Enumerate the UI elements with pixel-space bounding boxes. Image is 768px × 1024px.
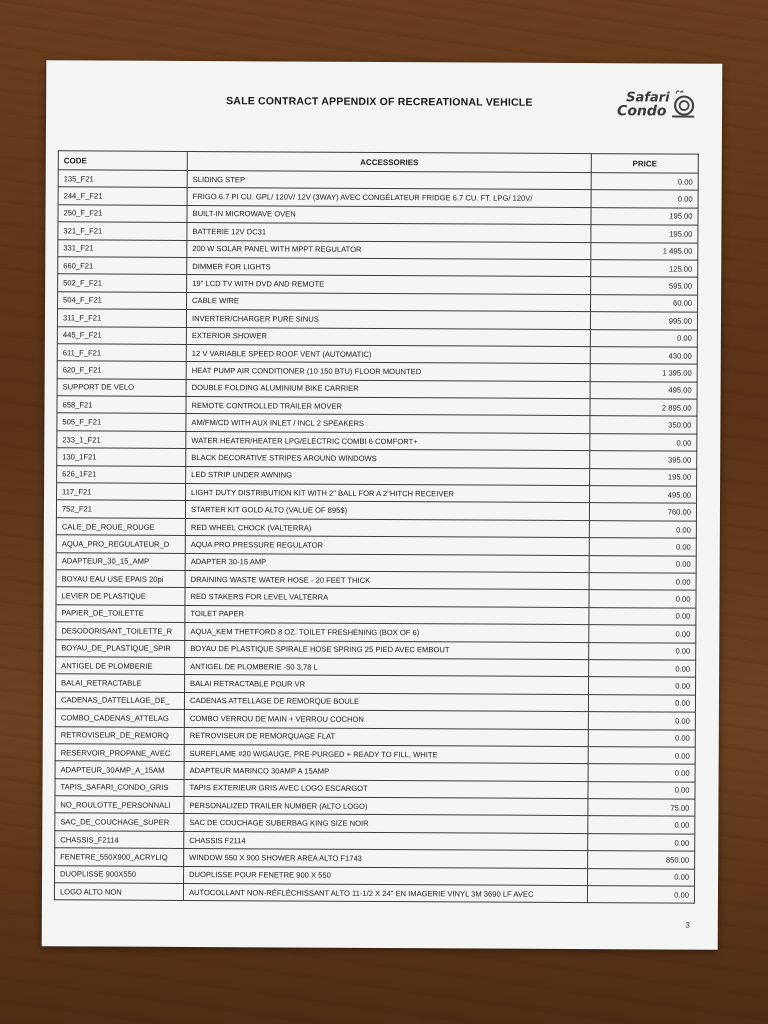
cell-price: 0.00 xyxy=(589,677,696,695)
header-price: PRICE xyxy=(591,154,698,174)
cell-code: 626_1F21 xyxy=(57,465,186,483)
cell-accessory: ANTIGEL DE PLOMBERIE -50 3,78 L xyxy=(185,657,589,677)
document-title: SALE CONTRACT APPENDIX OF RECREATIONAL VEHICLE xyxy=(226,95,533,109)
cell-code: 321_F_F21 xyxy=(58,222,187,240)
cell-accessory: DOUBLE FOLDING ALUMINIUM BIKE CARRIER xyxy=(186,379,590,399)
cell-code: 130_1F21 xyxy=(57,448,186,466)
cell-accessory: AQUA_KEM THETFORD 8 OZ. TOILET FRESHENING (BOX OF 6) xyxy=(185,623,589,643)
cell-code: 117_F21 xyxy=(57,483,186,501)
cell-price: 0.00 xyxy=(587,886,694,904)
cell-accessory: SLIDING STEP xyxy=(187,170,591,190)
cell-accessory: BATTERIE 12V DC31 xyxy=(187,223,591,243)
cell-accessory: WINDOW 550 X 900 SHOWER AREA ALTO F1743 xyxy=(184,849,588,869)
cell-accessory: CADENAS ATTELLAGE DE REMORQUE BOULE xyxy=(184,692,588,712)
cell-price: 1 495.00 xyxy=(591,242,698,260)
cell-price: 0.00 xyxy=(589,590,696,608)
cell-accessory: EXTERIOR SHOWER xyxy=(186,327,590,347)
cell-price: 0.00 xyxy=(589,607,696,625)
cell-price: 0.00 xyxy=(589,555,696,573)
cell-accessory: DRAINING WASTE WATER HOSE - 20 FEET THICK xyxy=(185,570,589,590)
cell-accessory: TAPIS EXTERIEUR GRIS AVEC LOGO ESCARGOT xyxy=(184,779,588,799)
cell-code: FENETRE_550X900_ACRYLIQ xyxy=(55,848,184,866)
cell-price: 195.00 xyxy=(591,207,698,225)
cell-price: 2 895.00 xyxy=(590,399,697,417)
cell-price: 0.00 xyxy=(588,833,695,851)
cell-price: 1 395.00 xyxy=(590,364,697,382)
cell-code: COMBO_CADENAS_ATTELAG xyxy=(55,709,184,727)
cell-code: 244_F_F21 xyxy=(58,187,187,205)
cell-code: 658_F21 xyxy=(57,396,186,414)
cell-accessory: INVERTER/CHARGER PURE SINUS xyxy=(186,310,590,330)
cell-code: 445_F_F21 xyxy=(57,326,186,344)
cell-price: 0.00 xyxy=(590,329,697,347)
cell-price: 0.00 xyxy=(591,190,698,208)
logo-text-line1: Safari xyxy=(626,90,670,106)
cell-price: 0.00 xyxy=(588,729,695,747)
cell-accessory: WATER HEATER/HEATER LPG/ELECTRIC COMBI 6 COMFORT+ xyxy=(186,431,590,451)
cell-accessory: 200 W SOLAR PANEL WITH MPPT REGULATOR xyxy=(187,240,591,260)
cell-accessory: CABLE WIRE xyxy=(187,292,591,312)
cell-accessory: REMOTE CONTROLLED TRAILER MOVER xyxy=(186,397,590,417)
cell-price: 0.00 xyxy=(588,764,695,782)
cell-code: SAC_DE_COUCHAGE_SUPER xyxy=(55,813,184,831)
cell-code: 611_F_F21 xyxy=(57,344,186,362)
cell-accessory: DUOPLISSE POUR FENETRE 900 X 550 xyxy=(184,866,588,886)
cell-accessory: RED STAKERS FOR LEVEL VALTERRA xyxy=(185,588,589,608)
cell-price: 125.00 xyxy=(591,260,698,278)
cell-price: 595.00 xyxy=(591,277,698,295)
cell-accessory: SUREFLAME #20 W/GAUGE, PRE-PURGED + READY TO FILL, WHITE xyxy=(184,744,588,764)
cell-accessory: STARTER KIT GOLD ALTO (VALUE OF 895$) xyxy=(185,501,589,521)
cell-price: 0.00 xyxy=(588,746,695,764)
cell-price: 195.00 xyxy=(591,225,698,243)
cell-code: ANTIGEL DE PLOMBERIE xyxy=(56,657,185,675)
cell-price: 850.00 xyxy=(588,851,695,869)
cell-code: LOGO ALTO NON xyxy=(54,883,183,901)
cell-code: SUPPORT DE VELO xyxy=(57,378,186,396)
cell-accessory: AM/FM/CD WITH AUX INLET / INCL 2 SPEAKERS xyxy=(186,414,590,434)
cell-code: TAPIS_SAFARI_CONDO_GRIS xyxy=(55,778,184,796)
cell-accessory: BALAI RETRACTABLE POUR VR xyxy=(185,675,589,695)
cell-accessory: LIGHT DUTY DISTRIBUTION KIT WITH 2" BALL FOR A 2"HITCH RECEIVER xyxy=(186,484,590,504)
header-code: CODE xyxy=(58,151,187,171)
cell-code: AQUA_PRO_REGULATEUR_D xyxy=(56,535,185,553)
cell-price: 0.00 xyxy=(589,642,696,660)
safari-condo-logo xyxy=(614,79,698,125)
header-accessories: ACCESSORIES xyxy=(187,151,591,172)
cell-accessory: 19" LCD TV WITH DVD AND REMOTE xyxy=(187,275,591,295)
cell-accessory: 12 V VARIABLE SPEED ROOF VENT (AUTOMATIC) xyxy=(186,344,590,364)
cell-code: 233_1_F21 xyxy=(57,431,186,449)
cell-code: ADAPTEUR_30_15_AMP xyxy=(56,552,185,570)
cell-accessory: HEAT PUMP AIR CONDITIONER (10 150 BTU) FLOOR MOUNTED xyxy=(186,362,590,382)
cell-code: BALAI_RETRACTABLE xyxy=(56,674,185,692)
cell-price: 0.00 xyxy=(588,816,695,834)
cell-price: 0.00 xyxy=(589,660,696,678)
cell-code: 331_F21 xyxy=(58,239,187,257)
cell-code: 502_F_F21 xyxy=(58,274,187,292)
cell-code: CALE_DE_ROUE_ROUGE xyxy=(56,518,185,536)
cell-code: 620_F_F21 xyxy=(57,361,186,379)
cell-price: 0.00 xyxy=(588,781,695,799)
cell-code: 250_F_F21 xyxy=(58,205,187,223)
cell-price: 495.00 xyxy=(590,381,697,399)
cell-accessory: CHASSIS F2114 xyxy=(184,831,588,851)
cell-code: 752_F21 xyxy=(56,500,185,518)
cell-code: CADENAS_DATTELLAGE_DE_ xyxy=(55,692,184,710)
cell-accessory: COMBO VERROU DE MAIN + VERROU COCHON xyxy=(184,710,588,730)
cell-accessory: SAC DE COUCHAGE SUBERBAG KING SIZE NOIR xyxy=(184,814,588,834)
cell-code: DUOPLISSE 900X550 xyxy=(55,865,184,883)
cell-accessory: RETROVISEUR DE REMORQUAGE FLAT xyxy=(184,727,588,747)
cell-code: 660_F21 xyxy=(58,257,187,275)
cell-price: 350.00 xyxy=(590,416,697,434)
cell-price: 0.00 xyxy=(589,625,696,643)
cell-accessory: RED WHEEL CHOCK (VALTERRA) xyxy=(185,518,589,538)
cell-price: 0.00 xyxy=(589,520,696,538)
cell-price: 0.00 xyxy=(588,868,695,886)
cell-code: PAPIER_DE_TOILETTE xyxy=(56,605,185,623)
cell-accessory: ADAPTEUR MARINCO 30AMP A 15AMP xyxy=(184,762,588,782)
cell-accessory: FRIGO 6.7 PI CU. GPL/ 120V/ 12V (3WAY) AVEC CONGÉLATEUR FRIDGE 6.7 CU. FT. LPG/ 120V/ xyxy=(187,188,591,208)
cell-accessory: DIMMER FOR LIGHTS xyxy=(187,257,591,277)
cell-accessory: PERSONALIZED TRAILER NUMBER (ALTO LOGO) xyxy=(184,797,588,817)
cell-price: 995.00 xyxy=(590,312,697,330)
cell-price: 75.00 xyxy=(588,799,695,817)
cell-price: 0.00 xyxy=(588,712,695,730)
cell-accessory: BLACK DECORATIVE STRIPES AROUND WINDOWS xyxy=(186,449,590,469)
cell-code: CHASSIS_F2114 xyxy=(55,831,184,849)
cell-accessory: AUTOCOLLANT NON-RÉFLÉCHISSANT ALTO 11-1/2 X 24" EN IMAGERIE VINYL 3M 3690 LF AVEC xyxy=(183,883,587,903)
cell-accessory: ADAPTER 30-15 AMP xyxy=(185,553,589,573)
cell-price: 195.00 xyxy=(590,468,697,486)
cell-accessory: LED STRIP UNDER AWNING xyxy=(186,466,590,486)
cell-price: 760.00 xyxy=(589,503,696,521)
cell-code: 504_F_F21 xyxy=(58,292,187,310)
cell-price: 395.00 xyxy=(590,451,697,469)
cell-accessory: AQUA PRO PRESSURE REGULATOR xyxy=(185,536,589,556)
cell-code: DESODORISANT_TOILETTE_R xyxy=(56,622,185,640)
cell-accessory: BOYAU DE PLASTIQUE SPIRALE HOSE SPRING 25 PIED AVEC EMBOUT xyxy=(185,640,589,660)
cell-accessory: BUILT-IN MICROWAVE OVEN xyxy=(187,205,591,225)
cell-code: RETROVISEUR_DE_REMORQ xyxy=(55,726,184,744)
cell-price: 60.00 xyxy=(591,294,698,312)
cell-code: ADAPTEUR_30AMP_A_15AM xyxy=(55,761,184,779)
cell-code: RESERVOIR_PROPANE_AVEC xyxy=(55,744,184,762)
snail-icon xyxy=(670,90,696,120)
cell-price: 430.00 xyxy=(590,346,697,364)
cell-price: 0.00 xyxy=(589,538,696,556)
cell-code: NO_ROULOTTE_PERSONNALI xyxy=(55,796,184,814)
table-row xyxy=(54,883,694,904)
page-number: 3 xyxy=(685,920,690,930)
cell-code: LEVIER DE PLASTIQUE xyxy=(56,587,185,605)
cell-price: 0.00 xyxy=(589,573,696,591)
cell-code: 505_F_F21 xyxy=(57,413,186,431)
cell-price: 0.00 xyxy=(588,694,695,712)
cell-code: BOYAU EAU USE EPAIS 20pi xyxy=(56,570,185,588)
document-page xyxy=(42,60,723,950)
cell-price: 495.00 xyxy=(590,486,697,504)
cell-accessory: TOILET PAPER xyxy=(185,605,589,625)
cell-price: 0.00 xyxy=(591,173,698,191)
cell-code: BOYAU_DE_PLASTIQUE_SPIR xyxy=(56,639,185,657)
cell-code: 311_F_F21 xyxy=(57,309,186,327)
accessories-table xyxy=(54,150,699,904)
logo-text-line2: Condo xyxy=(617,103,667,120)
cell-code: 135_F21 xyxy=(58,170,187,188)
cell-price: 0.00 xyxy=(590,433,697,451)
